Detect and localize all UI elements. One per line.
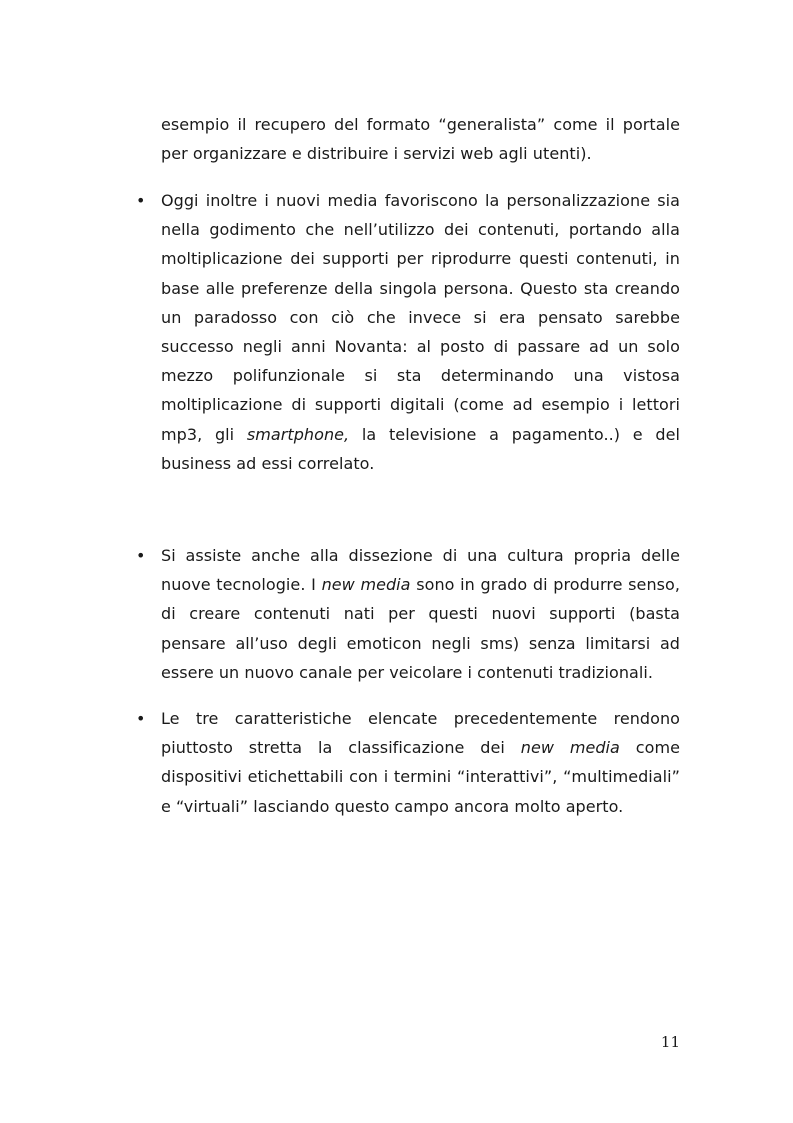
bullet-text: Le tre caratteristiche elencate precedentemente rendono piuttosto stretta la classificazione dei xyxy=(161,709,680,758)
bullet-item-culture xyxy=(161,541,680,687)
bullet-item-personalization xyxy=(161,186,680,478)
continuation-paragraph xyxy=(161,110,680,168)
bullet-text: sono in grado di produrre senso, di creare contenuti nati per questi nuovi supporti (basta pensare all’uso degli emoticon negli sms) senza limitarsi ad essere un nuovo canale per veicolare i contenuti tradizionali. xyxy=(161,575,680,682)
page-number: 11 xyxy=(660,1033,680,1051)
bullet-marker: • xyxy=(136,191,146,210)
bullet-text: Si assiste anche alla dissezione di una cultura propria delle nuove tecnologie. I xyxy=(161,546,680,595)
bullet-marker: • xyxy=(136,546,146,565)
italic-term: new media xyxy=(520,738,620,758)
bullet-item-classification xyxy=(161,704,680,821)
bullet-text: come dispositivi etichettabili con i termini “interattivi”, “multimediali” e “virtuali” lasciando questo campo ancora molto aperto. xyxy=(161,738,680,816)
bullet-marker: • xyxy=(136,709,146,728)
bullet-text: la televisione a pagamento..) e del business ad essi correlato. xyxy=(161,424,680,473)
paragraph-text: esempio il recupero del formato “generalista” come il portale per organizzare e distribuire i servizi web agli utenti). xyxy=(161,115,680,164)
italic-term: new media xyxy=(321,575,411,595)
bullet-text: Oggi inoltre i nuovi media favoriscono la personalizzazione sia nella godimento che nell’utilizzo dei contenuti, portando alla moltiplicazione dei supporti per riprodurre questi contenuti, in base alle preferenze della singola persona. Questo sta creando un paradosso con ciò che invece si era pensato sarebbe successo negli anni Novanta: al posto di passare ad un solo mezzo polifunzionale si sta determinando una vistosa moltiplicazione di supporti digitali (come ad esempio i lettori mp3, gli xyxy=(161,191,680,444)
italic-term: smartphone, xyxy=(246,424,350,444)
